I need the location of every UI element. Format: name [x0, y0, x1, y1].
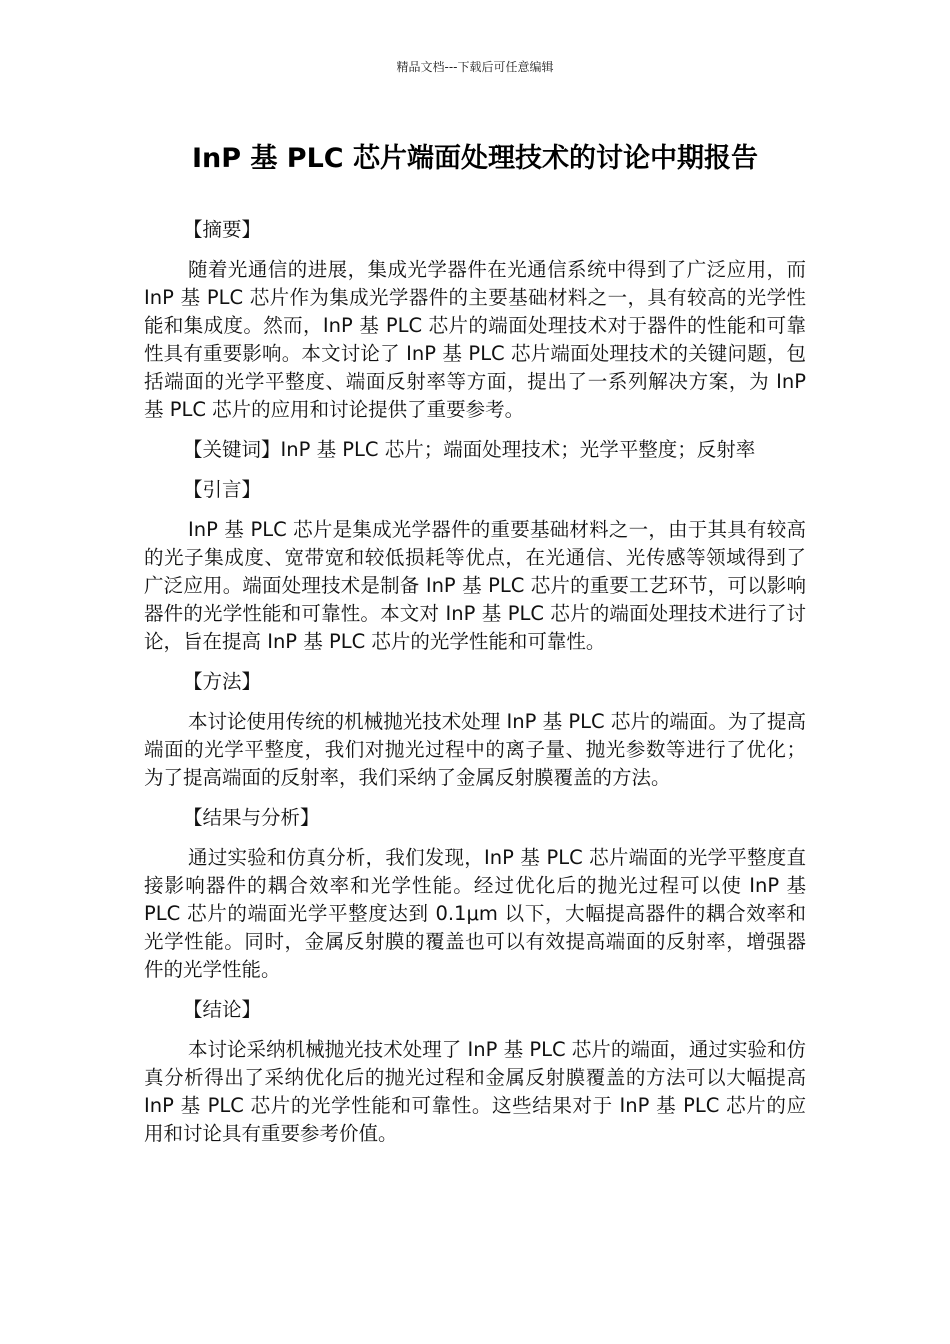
keywords-line: 【关键词】InP 基 PLC 芯片；端面处理技术；光学平整度；反射率 — [183, 438, 756, 461]
page-header: 精品文档---下载后可任意编辑 — [396, 60, 554, 74]
results-heading: 【结果与分析】 — [183, 806, 320, 829]
introduction-paragraph: InP 基 PLC 芯片是集成光学器件的重要基础材料之一，由于其具有较高的光子集成度、宽带宽和较低损耗等优点，在光通信、光传感等领域得到了广泛应用。端面处理技术是制备 InP 基 PLC 芯片的重要工艺环节，可以影响器件的光学性能和可靠性。本文对 InP 基 PLC 芯片的端面处理技术进行了讨论，旨在提高 InP 基 PLC 芯片的光学性能和可靠性。 — [144, 518, 806, 653]
method-paragraph: 本讨论使用传统的机械抛光技术处理 InP 基 PLC 芯片的端面。为了提高端面的光学平整度，我们对抛光过程中的离子量、抛光参数等进行了优化；为了提高端面的反射率，我们采纳了金属反射膜覆盖的方法。 — [144, 710, 806, 789]
conclusion-heading: 【结论】 — [183, 998, 262, 1021]
document-title: InP 基 PLC 芯片端面处理技术的讨论中期报告 — [191, 143, 759, 174]
abstract-heading: 【摘要】 — [183, 218, 262, 241]
conclusion-paragraph: 本讨论采纳机械抛光技术处理了 InP 基 PLC 芯片的端面，通过实验和仿真分析得出了采纳优化后的抛光过程和金属反射膜覆盖的方法可以大幅提高 InP 基 PLC 芯片的光学性能和可靠性。这些结果对于 InP 基 PLC 芯片的应用和讨论具有重要参考价值。 — [144, 1038, 806, 1145]
introduction-heading: 【引言】 — [183, 478, 262, 501]
results-paragraph: 通过实验和仿真分析，我们发现，InP 基 PLC 芯片端面的光学平整度直接影响器件的耦合效率和光学性能。经过优化后的抛光过程可以使 InP 基 PLC 芯片的端面光学平整度达到 0.1μm 以下，大幅提高器件的耦合效率和光学性能。同时，金属反射膜的覆盖也可以有效提高端面的反射率，增强器件的光学性能。 — [144, 846, 806, 981]
document-body — [144, 216, 806, 1160]
method-heading: 【方法】 — [183, 670, 262, 693]
abstract-paragraph: 随着光通信的进展，集成光学器件在光通信系统中得到了广泛应用，而 InP 基 PLC 芯片作为集成光学器件的主要基础材料之一，具有较高的光学性能和集成度。然而，InP 基 PLC 芯片的端面处理技术对于器件的性能和可靠性具有重要影响。本文讨论了 InP 基 PLC 芯片端面处理技术的关键问题，包括端面的光学平整度、端面反射率等方面，提出了一系列解决方案，为 InP 基 PLC 芯片的应用和讨论提供了重要参考。 — [144, 258, 806, 421]
